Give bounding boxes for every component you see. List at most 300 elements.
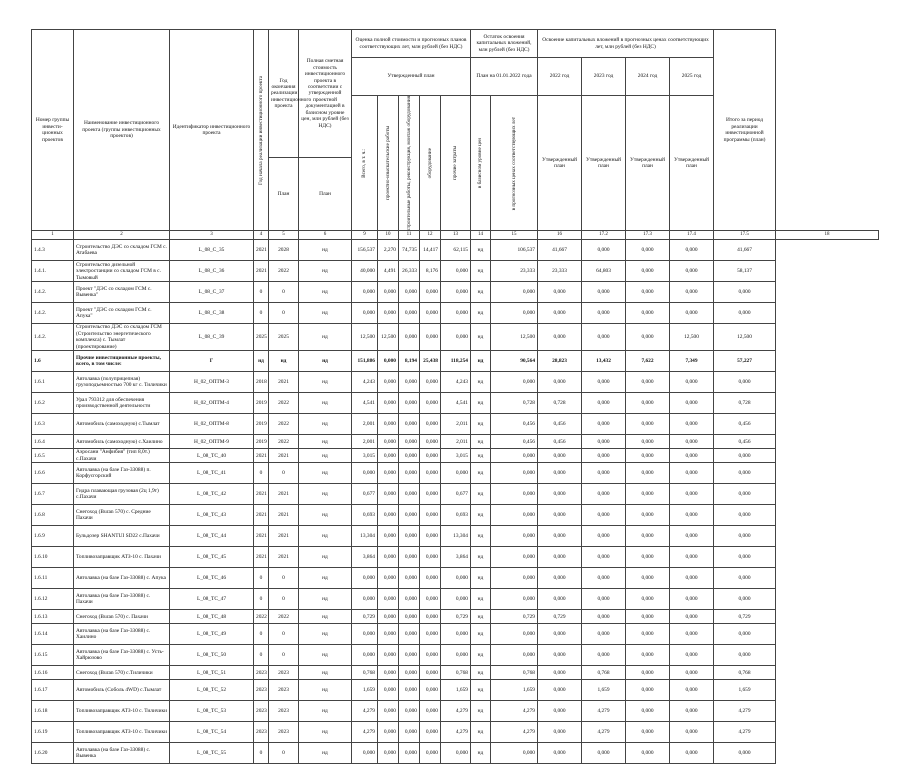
end-year: 2022 <box>269 610 299 624</box>
row-number: 1.6.8 <box>32 505 74 526</box>
total-period-value: 0,000 <box>714 463 776 484</box>
construction-value: 0,000 <box>399 610 420 624</box>
capex-2025-value: 0,000 <box>670 505 714 526</box>
project-name: Автолавка (на базе Газ-33088) с. Вывенка <box>74 743 170 764</box>
capex-2024-value: 0,000 <box>626 463 670 484</box>
end-year: 0 <box>269 645 299 666</box>
remaining-forecast-value: 0,000 <box>491 303 538 324</box>
other-value: 0,000 <box>441 261 471 282</box>
investment-program-table <box>31 29 879 764</box>
remaining-forecast-value: 0,728 <box>491 393 538 414</box>
equipment-value: 0,000 <box>420 526 441 547</box>
total-period-value: 0,000 <box>714 526 776 547</box>
column-number: 17.3 <box>626 231 670 240</box>
end-year: 2022 <box>269 435 299 449</box>
end-year: 2022 <box>269 414 299 435</box>
total-period-value: 0,729 <box>714 610 776 624</box>
remaining-forecast-value: 0,456 <box>491 435 538 449</box>
end-year: 2025 <box>269 324 299 351</box>
header-approved-plan: Утвержденный план <box>352 58 471 96</box>
start-year: 0 <box>254 568 269 589</box>
project-identifier: L_08_ТС_52 <box>170 680 254 701</box>
total-period-value: 4,279 <box>714 722 776 743</box>
total-value: 4,279 <box>352 701 378 722</box>
project-name: Топливозаправщик АТЗ-10 с. Пахачи <box>74 547 170 568</box>
project-identifier: L_08_C_36 <box>170 261 254 282</box>
capex-2024-value: 0,000 <box>626 414 670 435</box>
remaining-forecast-value: 1,659 <box>491 680 538 701</box>
other-value: 0,000 <box>441 324 471 351</box>
end-year: 2021 <box>269 547 299 568</box>
end-year: 0 <box>269 624 299 645</box>
total-period-value: 0,000 <box>714 547 776 568</box>
construction-value: 0,000 <box>399 526 420 547</box>
other-value: 13,304 <box>441 526 471 547</box>
other-value: 0,000 <box>441 303 471 324</box>
equipment-value: 14,417 <box>420 240 441 261</box>
capex-2023-value: 4,279 <box>582 722 626 743</box>
project-name: Строительство ДЭС со складом ГСМ (Строительство энергетического комплекса) с. Тымлат (проектирование) <box>74 324 170 351</box>
column-number: 3 <box>170 231 254 240</box>
column-number: 13 <box>441 231 471 240</box>
project-identifier: L_08_ТС_49 <box>170 624 254 645</box>
row-number: 1.6 <box>32 351 74 372</box>
construction-value: 74,735 <box>399 240 420 261</box>
row-number: 1.6.20 <box>32 743 74 764</box>
capex-2022-value: 0,000 <box>538 449 582 463</box>
remaining-forecast-value: 0,000 <box>491 568 538 589</box>
table-row <box>32 449 879 463</box>
capex-2025-value: 0,000 <box>670 722 714 743</box>
total-period-value: 57,227 <box>714 351 776 372</box>
remaining-base-value: нд <box>471 505 491 526</box>
remaining-forecast-value: 0,000 <box>491 589 538 610</box>
project-name: Автолавка (на базе Газ-33088) с. Усть-Хайрюзово <box>74 645 170 666</box>
full-cost-value: нд <box>299 372 352 393</box>
total-value: 2,001 <box>352 414 378 435</box>
table-row <box>32 261 879 282</box>
capex-2024-value: 0,000 <box>626 240 670 261</box>
header-design: проектно-изыскательские работы <box>378 96 399 231</box>
other-value: 3,864 <box>441 547 471 568</box>
project-name: Автомобиль (Соболь 4WD) с.Тымлат <box>74 680 170 701</box>
full-cost-value: нд <box>299 303 352 324</box>
remaining-base-value: нд <box>471 449 491 463</box>
construction-value: 0,000 <box>399 589 420 610</box>
other-value: 3,015 <box>441 449 471 463</box>
total-period-value: 0,000 <box>714 589 776 610</box>
full-cost-value: нд <box>299 589 352 610</box>
construction-value: 0,000 <box>399 743 420 764</box>
remaining-base-value: нд <box>471 463 491 484</box>
remaining-base-value: нд <box>471 282 491 303</box>
equipment-value: 0,000 <box>420 722 441 743</box>
equipment-value: 0,000 <box>420 589 441 610</box>
header-year-2023: 2023 год <box>582 58 626 96</box>
other-value: 0,729 <box>441 610 471 624</box>
equipment-value: 0,000 <box>420 743 441 764</box>
row-number: 1.6.13 <box>32 610 74 624</box>
table-row <box>32 463 879 484</box>
construction-value: 0,000 <box>399 722 420 743</box>
remaining-forecast-value: 0,000 <box>491 282 538 303</box>
equipment-value: 0,000 <box>420 680 441 701</box>
capex-2023-value: 0,000 <box>582 463 626 484</box>
project-identifier: L_08_ТС_55 <box>170 743 254 764</box>
table-row <box>32 610 879 624</box>
full-cost-value: нд <box>299 463 352 484</box>
header-estimate-group: Оценка полной стоимости и прогнозных планов соответствующих лет, млн рублей (без НДС) <box>352 30 471 58</box>
equipment-value: 0,000 <box>420 568 441 589</box>
row-number: 1.6.3 <box>32 414 74 435</box>
end-year: 2023 <box>269 722 299 743</box>
capex-2022-value: 0,728 <box>538 393 582 414</box>
other-value: 0,693 <box>441 505 471 526</box>
capex-2023-value: 0,000 <box>582 568 626 589</box>
project-identifier: L_08_C_39 <box>170 324 254 351</box>
project-identifier: L_08_ТС_54 <box>170 722 254 743</box>
construction-value: 0,000 <box>399 303 420 324</box>
header-total-period: Итого за период реализации инвестиционной программы (план) <box>714 30 776 231</box>
header-total: Всего, в т. ч.: <box>352 96 378 231</box>
remaining-base-value: нд <box>471 261 491 282</box>
row-number: 1.6.5 <box>32 449 74 463</box>
design-value: 2,270 <box>378 240 399 261</box>
full-cost-value: нд <box>299 701 352 722</box>
start-year: 0 <box>254 743 269 764</box>
design-value: 0,000 <box>378 526 399 547</box>
project-name: Бульдозер SHANTUI SD22 с.Пахачи <box>74 526 170 547</box>
capex-2022-value: 23,333 <box>538 261 582 282</box>
full-cost-value: нд <box>299 624 352 645</box>
full-cost-value: нд <box>299 414 352 435</box>
capex-2022-value: 0,000 <box>538 666 582 680</box>
other-value: 0,000 <box>441 743 471 764</box>
column-number: 15 <box>491 231 538 240</box>
other-value: 0,000 <box>441 624 471 645</box>
header-plan-on-date: План на 01.01.2022 года <box>471 58 538 96</box>
equipment-value: 0,000 <box>420 435 441 449</box>
capex-2025-value: 12,500 <box>670 324 714 351</box>
table-row <box>32 701 879 722</box>
remaining-forecast-value: 106,537 <box>491 240 538 261</box>
design-value: 0,000 <box>378 505 399 526</box>
end-year: нд <box>269 351 299 372</box>
total-period-value: 0,000 <box>714 743 776 764</box>
capex-2025-value: 0,000 <box>670 701 714 722</box>
start-year: 2021 <box>254 547 269 568</box>
design-value: 0,000 <box>378 589 399 610</box>
table-row <box>32 526 879 547</box>
full-cost-value: нд <box>299 526 352 547</box>
full-cost-value: нд <box>299 393 352 414</box>
remaining-forecast-value: 4,279 <box>491 722 538 743</box>
full-cost-value: нд <box>299 351 352 372</box>
capex-2024-value: 0,000 <box>626 449 670 463</box>
capex-2023-value: 0,768 <box>582 666 626 680</box>
other-value: 0,768 <box>441 666 471 680</box>
equipment-value: 0,000 <box>420 324 441 351</box>
remaining-base-value: нд <box>471 547 491 568</box>
capex-2025-value: 0,000 <box>670 282 714 303</box>
design-value: 0,000 <box>378 568 399 589</box>
other-value: 0,000 <box>441 568 471 589</box>
construction-value: 0,000 <box>399 666 420 680</box>
capex-2024-value: 0,000 <box>626 282 670 303</box>
construction-value: 8,194 <box>399 351 420 372</box>
remaining-base-value: нд <box>471 414 491 435</box>
capex-2025-value: 0,000 <box>670 568 714 589</box>
total-value: 3,864 <box>352 547 378 568</box>
total-value: 4,243 <box>352 372 378 393</box>
capex-2024-value: 0,000 <box>626 722 670 743</box>
project-identifier: H_02_ОПТМ-3 <box>170 372 254 393</box>
total-value: 0,677 <box>352 484 378 505</box>
design-value: 12,500 <box>378 324 399 351</box>
capex-2024-value: 0,000 <box>626 666 670 680</box>
capex-2022-value: 0,000 <box>538 701 582 722</box>
end-year: 2023 <box>269 666 299 680</box>
equipment-value: 0,000 <box>420 610 441 624</box>
total-value: 3,015 <box>352 449 378 463</box>
capex-2024-value: 0,000 <box>626 505 670 526</box>
remaining-base-value: нд <box>471 568 491 589</box>
remaining-forecast-value: 0,000 <box>491 505 538 526</box>
remaining-base-value: нд <box>471 324 491 351</box>
end-year: 2028 <box>269 240 299 261</box>
start-year: 2023 <box>254 666 269 680</box>
header-start-year: Год начала реализации инвестиционного проекта <box>254 30 269 231</box>
total-period-value: 41,667 <box>714 240 776 261</box>
header-approved-2024: Утвержденный план <box>626 96 670 231</box>
start-year: нд <box>254 351 269 372</box>
total-period-value: 0,728 <box>714 393 776 414</box>
remaining-forecast-value: 0,000 <box>491 463 538 484</box>
capex-2025-value: 0,000 <box>670 261 714 282</box>
capex-2022-value: 0,456 <box>538 435 582 449</box>
other-value: 0,000 <box>441 645 471 666</box>
design-value: 0,000 <box>378 463 399 484</box>
column-number: 4 <box>254 231 269 240</box>
table-row <box>32 484 879 505</box>
capex-2024-value: 0,000 <box>626 484 670 505</box>
construction-value: 0,000 <box>399 547 420 568</box>
end-year: 0 <box>269 589 299 610</box>
header-approved-2025: Утвержденный план <box>670 96 714 231</box>
construction-value: 0,000 <box>399 393 420 414</box>
project-identifier: L_08_ТС_41 <box>170 463 254 484</box>
capex-2024-value: 0,000 <box>626 435 670 449</box>
row-number: 1.6.11 <box>32 568 74 589</box>
project-name: Автомобиль (самоходную) с.Хаилино <box>74 435 170 449</box>
header-plan-end: План <box>269 158 299 231</box>
full-cost-value: нд <box>299 743 352 764</box>
capex-2023-value: 0,000 <box>582 505 626 526</box>
capex-2022-value: 0,000 <box>538 589 582 610</box>
capex-2023-value: 0,000 <box>582 282 626 303</box>
total-value: 0,000 <box>352 589 378 610</box>
capex-2022-value: 41,667 <box>538 240 582 261</box>
design-value: 0,000 <box>378 414 399 435</box>
remaining-base-value: нд <box>471 435 491 449</box>
design-value: 0,000 <box>378 484 399 505</box>
total-period-value: 0,000 <box>714 505 776 526</box>
capex-2024-value: 0,000 <box>626 610 670 624</box>
total-value: 156,537 <box>352 240 378 261</box>
end-year: 2022 <box>269 261 299 282</box>
row-number: 1.6.1 <box>32 372 74 393</box>
capex-2023-value: 0,000 <box>582 414 626 435</box>
design-value: 0,000 <box>378 610 399 624</box>
design-value: 0,000 <box>378 351 399 372</box>
table-row <box>32 240 879 261</box>
row-number: 1.4.2. <box>32 324 74 351</box>
full-cost-value: нд <box>299 435 352 449</box>
construction-value: 0,000 <box>399 414 420 435</box>
capex-2022-value: 0,000 <box>538 624 582 645</box>
capex-2025-value: 0,000 <box>670 610 714 624</box>
table-row <box>32 568 879 589</box>
start-year: 2021 <box>254 484 269 505</box>
table-row <box>32 372 879 393</box>
row-number: 1.4.1. <box>32 261 74 282</box>
construction-value: 26,333 <box>399 261 420 282</box>
other-value: 0,000 <box>441 282 471 303</box>
capex-2022-value: 0,456 <box>538 414 582 435</box>
design-value: 0,000 <box>378 680 399 701</box>
capex-2023-value: 0,000 <box>582 743 626 764</box>
capex-2022-value: 0,000 <box>538 303 582 324</box>
end-year: 2023 <box>269 680 299 701</box>
table-row <box>32 282 879 303</box>
full-cost-value: нд <box>299 324 352 351</box>
capex-2025-value: 0,000 <box>670 743 714 764</box>
remaining-base-value: нд <box>471 645 491 666</box>
project-identifier: H_02_ОПТМ-9 <box>170 435 254 449</box>
column-number: 2 <box>74 231 170 240</box>
capex-2025-value: 7,349 <box>670 351 714 372</box>
total-value: 4,279 <box>352 722 378 743</box>
row-number: 1.6.6 <box>32 463 74 484</box>
capex-2025-value: 0,000 <box>670 414 714 435</box>
start-year: 0 <box>254 463 269 484</box>
construction-value: 0,000 <box>399 624 420 645</box>
column-number: 11 <box>399 231 420 240</box>
start-year: 2019 <box>254 414 269 435</box>
project-identifier: L_08_ТС_42 <box>170 484 254 505</box>
table-row <box>32 645 879 666</box>
header-approved-2023: Утвержденный план <box>582 96 626 231</box>
column-number: 16 <box>538 231 582 240</box>
project-name: Проект "ДЭС со складом ГСМ с. Апука" <box>74 303 170 324</box>
start-year: 0 <box>254 624 269 645</box>
other-value: 118,254 <box>441 351 471 372</box>
capex-2022-value: 0,000 <box>538 463 582 484</box>
header-base-level: в базисном уровне цен <box>471 96 491 231</box>
project-identifier: Г <box>170 351 254 372</box>
equipment-value: 0,000 <box>420 463 441 484</box>
capex-2025-value: 0,000 <box>670 547 714 568</box>
table-row <box>32 303 879 324</box>
remaining-base-value: нд <box>471 666 491 680</box>
project-identifier: L_08_ТС_47 <box>170 589 254 610</box>
project-name: Топливозаправщик АТЗ-10 с. Тиличики <box>74 722 170 743</box>
equipment-value: 0,000 <box>420 484 441 505</box>
total-value: 13,304 <box>352 526 378 547</box>
total-value: 4,541 <box>352 393 378 414</box>
project-name: Урал 793312 для обеспечения производственной деятельности <box>74 393 170 414</box>
remaining-base-value: нд <box>471 240 491 261</box>
end-year: 0 <box>269 303 299 324</box>
design-value: 0,000 <box>378 666 399 680</box>
row-number: 1.6.16 <box>32 666 74 680</box>
equipment-value: 0,000 <box>420 666 441 680</box>
table-row <box>32 624 879 645</box>
capex-2023-value: 0,000 <box>582 624 626 645</box>
capex-2022-value: 0,000 <box>538 743 582 764</box>
start-year: 2021 <box>254 526 269 547</box>
capex-2022-value: 0,000 <box>538 680 582 701</box>
row-number: 1.6.14 <box>32 624 74 645</box>
full-cost-value: нд <box>299 484 352 505</box>
remaining-base-value: нд <box>471 589 491 610</box>
header-forecast-level: в прогнозных ценах соответствующих лет <box>491 96 538 231</box>
design-value: 0,000 <box>378 372 399 393</box>
project-name: Автолавка (на базе Газ-33088) п. Корфусгорский <box>74 463 170 484</box>
capex-2023-value: 0,000 <box>582 372 626 393</box>
remaining-base-value: нд <box>471 526 491 547</box>
capex-2025-value: 0,000 <box>670 463 714 484</box>
construction-value: 0,000 <box>399 645 420 666</box>
total-value: 12,500 <box>352 324 378 351</box>
header-other: прочие затраты <box>441 96 471 231</box>
equipment-value: 0,000 <box>420 303 441 324</box>
start-year: 0 <box>254 282 269 303</box>
capex-2023-value: 1,659 <box>582 680 626 701</box>
total-value: 1,659 <box>352 680 378 701</box>
equipment-value: 0,000 <box>420 547 441 568</box>
capex-2024-value: 0,000 <box>626 393 670 414</box>
design-value: 0,000 <box>378 303 399 324</box>
total-value: 0,000 <box>352 624 378 645</box>
capex-2022-value: 0,000 <box>538 547 582 568</box>
column-number: 14 <box>471 231 491 240</box>
column-number: 17.4 <box>670 231 714 240</box>
row-number: 1.6.7 <box>32 484 74 505</box>
total-period-value: 0,000 <box>714 282 776 303</box>
project-identifier: L_08_C_37 <box>170 282 254 303</box>
remaining-forecast-value: 90,564 <box>491 351 538 372</box>
end-year: 2022 <box>269 393 299 414</box>
capex-2023-value: 0,000 <box>582 324 626 351</box>
full-cost-value: нд <box>299 282 352 303</box>
total-value: 0,693 <box>352 505 378 526</box>
total-period-value: 58,137 <box>714 261 776 282</box>
end-year: 2021 <box>269 526 299 547</box>
full-cost-value: нд <box>299 722 352 743</box>
end-year: 0 <box>269 743 299 764</box>
end-year: 0 <box>269 463 299 484</box>
full-cost-value: нд <box>299 666 352 680</box>
header-approved-2022: Утвержденный план <box>538 96 582 231</box>
remaining-base-value: нд <box>471 484 491 505</box>
column-number: 17.5 <box>714 231 776 240</box>
design-value: 0,000 <box>378 435 399 449</box>
total-period-value: 4,279 <box>714 701 776 722</box>
design-value: 0,000 <box>378 645 399 666</box>
capex-2023-value: 13,432 <box>582 351 626 372</box>
start-year: 2019 <box>254 393 269 414</box>
